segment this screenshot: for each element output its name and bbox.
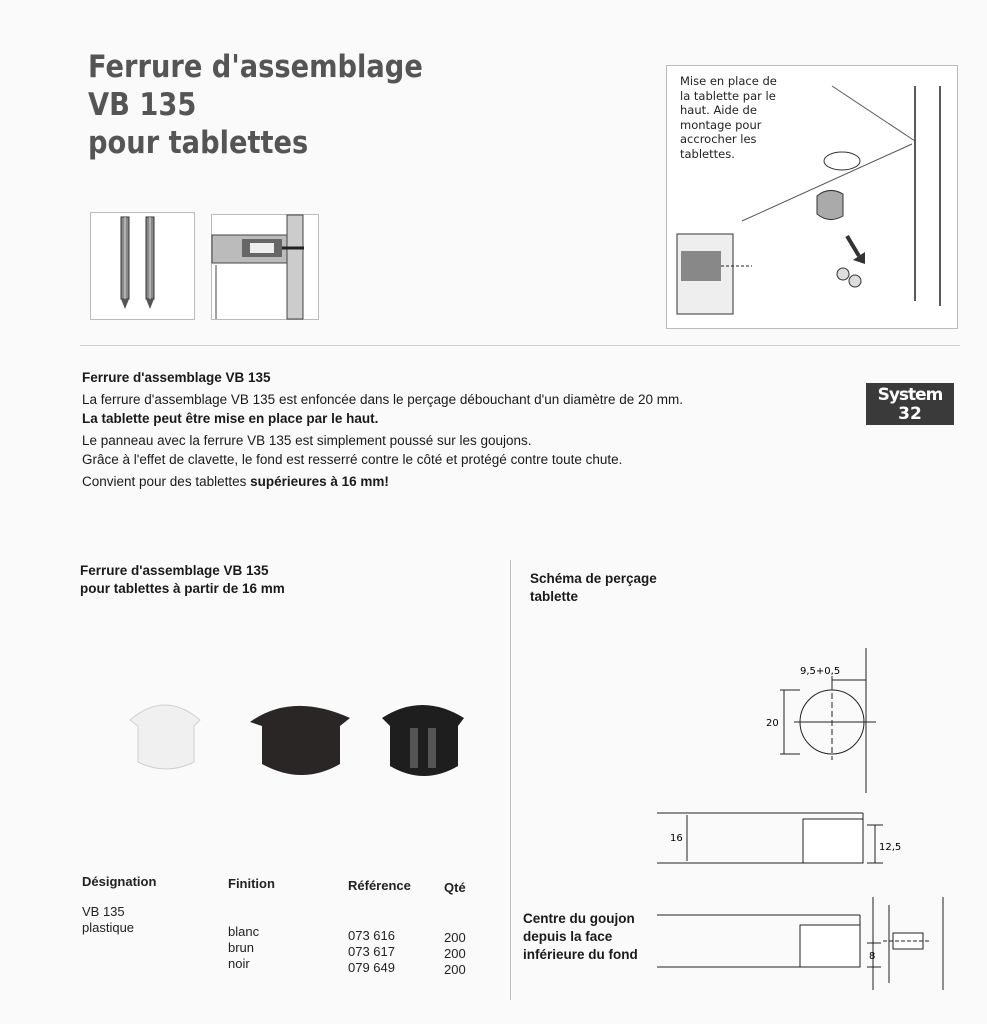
- description-emphasis: supérieures à 16 mm!: [250, 473, 389, 489]
- description-line: Le panneau avec la ferrure VB 135 est simplement poussé sur les goujons.: [82, 432, 532, 448]
- assembly-drawing: [212, 215, 318, 319]
- reference-cell: 079 649: [348, 960, 395, 975]
- product-heading: [80, 562, 285, 598]
- designation-cell: [82, 904, 134, 936]
- system-32-logo: [866, 383, 954, 425]
- dowel-caption-line: Centre du goujon: [523, 911, 635, 926]
- header-designation: Désignation: [82, 874, 157, 889]
- product-heading-line: pour tablettes à partir de 16 mm: [80, 581, 285, 596]
- page-title: [88, 48, 458, 162]
- header-reference: Référence: [348, 878, 411, 893]
- description-heading: Ferrure d'assemblage VB 135: [82, 370, 271, 385]
- thickness-dimension: 16: [670, 833, 683, 844]
- dowel-caption: [523, 910, 638, 964]
- description-prefix: Convient pour des tablettes: [82, 473, 251, 489]
- system-logo-text: System: [877, 385, 943, 405]
- dowel-caption-line: depuis la face: [523, 929, 613, 944]
- product-table: [82, 874, 502, 994]
- drilling-heading: [530, 570, 657, 606]
- dowel-caption-line: inférieure du fond: [523, 947, 638, 962]
- finish-cell: blanc: [228, 924, 260, 939]
- title-line-2: VB 135: [88, 87, 197, 123]
- dowel-position-diagram: [655, 895, 955, 995]
- mounting-note-line: accrocher les: [680, 132, 757, 146]
- description-line: La tablette peut être mise en place par le haut.: [82, 411, 379, 426]
- section-divider: [80, 345, 960, 346]
- mounting-note: [680, 74, 790, 161]
- reference-column: [348, 928, 395, 976]
- mounting-note-line: Mise en place de: [680, 74, 777, 88]
- reference-cell: 073 616: [348, 928, 395, 943]
- qty-cell: 200: [444, 930, 466, 945]
- description: [82, 368, 782, 491]
- designation-line: plastique: [82, 920, 135, 935]
- product-photos: [110, 690, 490, 790]
- white-cap-photo: [130, 705, 200, 769]
- assembly-section-illustration: [211, 214, 319, 320]
- mounting-note-line: la tablette par le: [680, 88, 776, 103]
- depth-dimension: 12,5: [879, 842, 902, 853]
- hole-section-diagram: [655, 805, 915, 875]
- drilling-heading-line: Schéma de perçage: [530, 571, 657, 586]
- pins-drawing: [91, 213, 194, 319]
- center-dimension: 8: [869, 951, 876, 962]
- designation-line: VB 135: [82, 904, 125, 919]
- qty-cell: 200: [444, 946, 466, 961]
- drilling-heading-line: tablette: [530, 589, 579, 604]
- column-divider: [510, 560, 511, 1000]
- brown-cap-photo: [250, 706, 350, 775]
- description-line: Grâce à l'effet de clavette, le fond est resserré contre le côté et protégé contre toute chute.: [82, 452, 623, 467]
- mounting-note-line: montage pour: [680, 117, 762, 132]
- qty-cell: 200: [444, 962, 466, 977]
- description-line: La ferrure d'assemblage VB 135 est enfoncée dans le perçage débouchant d'un diamètre de 20 mm.: [82, 391, 684, 407]
- mounting-illustration: [666, 65, 958, 329]
- diameter-dimension: 20: [766, 718, 779, 729]
- finish-cell: brun: [228, 940, 255, 955]
- mounting-note-line: haut. Aide de: [680, 103, 757, 117]
- black-cap-photo: [382, 705, 464, 776]
- title-line-1: Ferrure d'assemblage: [88, 49, 423, 85]
- description-line: [82, 472, 782, 492]
- header-finish: Finition: [228, 876, 275, 891]
- pins-illustration: [90, 212, 195, 320]
- offset-dimension: 9,5+0,5: [800, 666, 841, 677]
- reference-cell: 073 617: [348, 944, 395, 959]
- title-line-3: pour tablettes: [88, 125, 309, 161]
- qty-column: [444, 930, 466, 978]
- finish-cell: noir: [228, 956, 250, 971]
- mounting-note-line: tablettes.: [680, 146, 735, 161]
- header-qty: Qté: [444, 880, 466, 895]
- finish-column: [228, 924, 259, 972]
- system-logo-number: 32: [898, 404, 922, 424]
- product-heading-line: Ferrure d'assemblage VB 135: [80, 563, 269, 578]
- hole-plan-diagram: [766, 648, 890, 798]
